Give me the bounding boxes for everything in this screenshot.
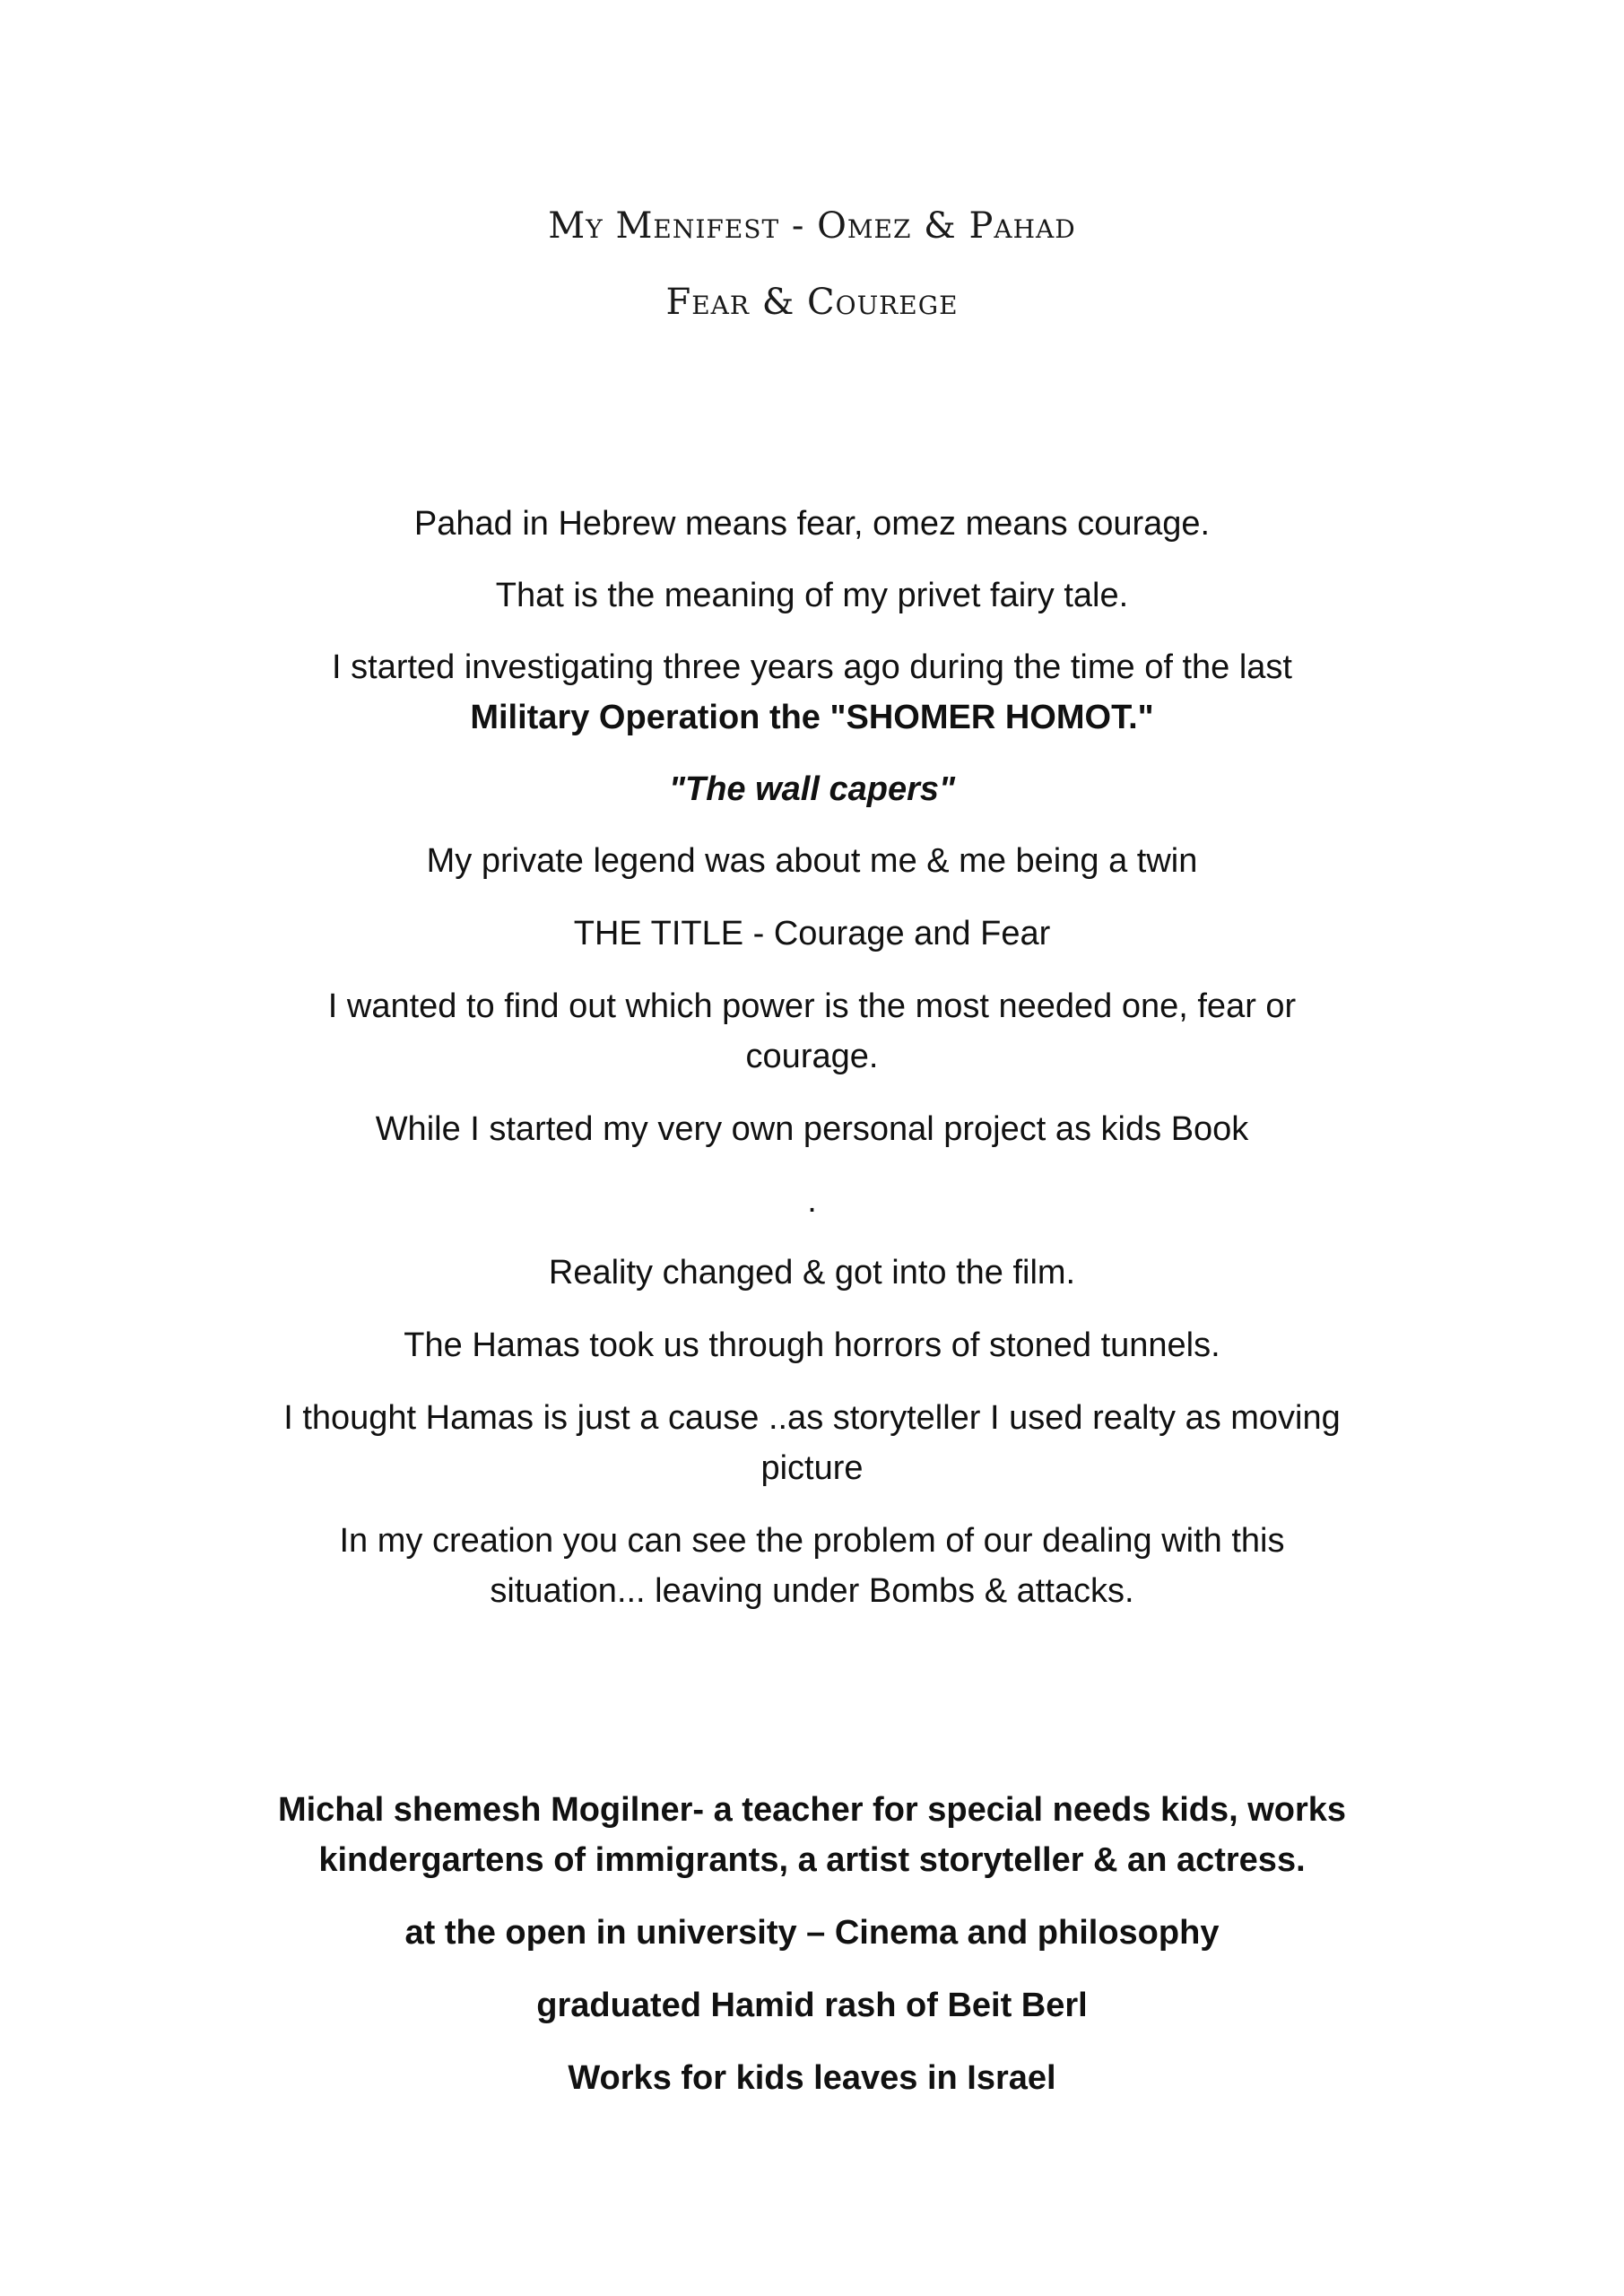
page-title: My Menifest - Omez & Pahad	[548, 205, 1076, 247]
paragraph-reality-changed: Reality changed & got into the film.	[548, 1254, 1076, 1292]
page-subtitle: Fear & Courege	[665, 282, 959, 323]
paragraph-hamas-cause-line2: picture	[760, 1449, 864, 1487]
paragraph-creation-line2: situation... leaving under Bombs & attacks.	[490, 1572, 1134, 1610]
bio-graduated: graduated Hamid rash of Beit Berl	[536, 1987, 1088, 2024]
paragraph-investigating-line1: I started investigating three years ago during the time of the last	[332, 648, 1292, 686]
paragraph-personal-project: While I started my very own personal project as kids Book	[375, 1110, 1249, 1148]
paragraph-investigating-line2: Military Operation the "SHOMER HOMOT."	[470, 699, 1154, 736]
paragraph-find-out-line2: courage.	[745, 1038, 879, 1075]
bio-works-for-kids: Works for kids leaves in Israel	[568, 2059, 1056, 2097]
paragraph-fairy-tale: That is the meaning of my privet fairy tale.	[495, 577, 1129, 614]
bio-university: at the open in university – Cinema and philosophy	[404, 1914, 1220, 1952]
paragraph-pahad-meaning: Pahad in Hebrew means fear, omez means courage.	[413, 505, 1211, 543]
paragraph-the-title: THE TITLE - Courage and Fear	[573, 915, 1051, 952]
bio-line2: kindergartens of immigrants, a artist storyteller & an actress.	[318, 1841, 1306, 1879]
paragraph-find-out-line1: I wanted to find out which power is the most needed one, fear or	[327, 987, 1297, 1025]
paragraph-dot: .	[807, 1182, 817, 1220]
bio-line1: Michal shemesh Mogilner- a teacher for special needs kids, works	[277, 1791, 1347, 1829]
paragraph-private-legend: My private legend was about me & me being a twin	[426, 842, 1198, 880]
paragraph-wall-capers: "The wall capers"	[668, 770, 956, 808]
paragraph-hamas-cause-line1: I thought Hamas is just a cause ..as storyteller I used realty as moving	[283, 1399, 1341, 1437]
paragraph-hamas-tunnels: The Hamas took us through horrors of stoned tunnels.	[404, 1326, 1220, 1364]
paragraph-creation-line1: In my creation you can see the problem of our dealing with this	[339, 1522, 1285, 1560]
